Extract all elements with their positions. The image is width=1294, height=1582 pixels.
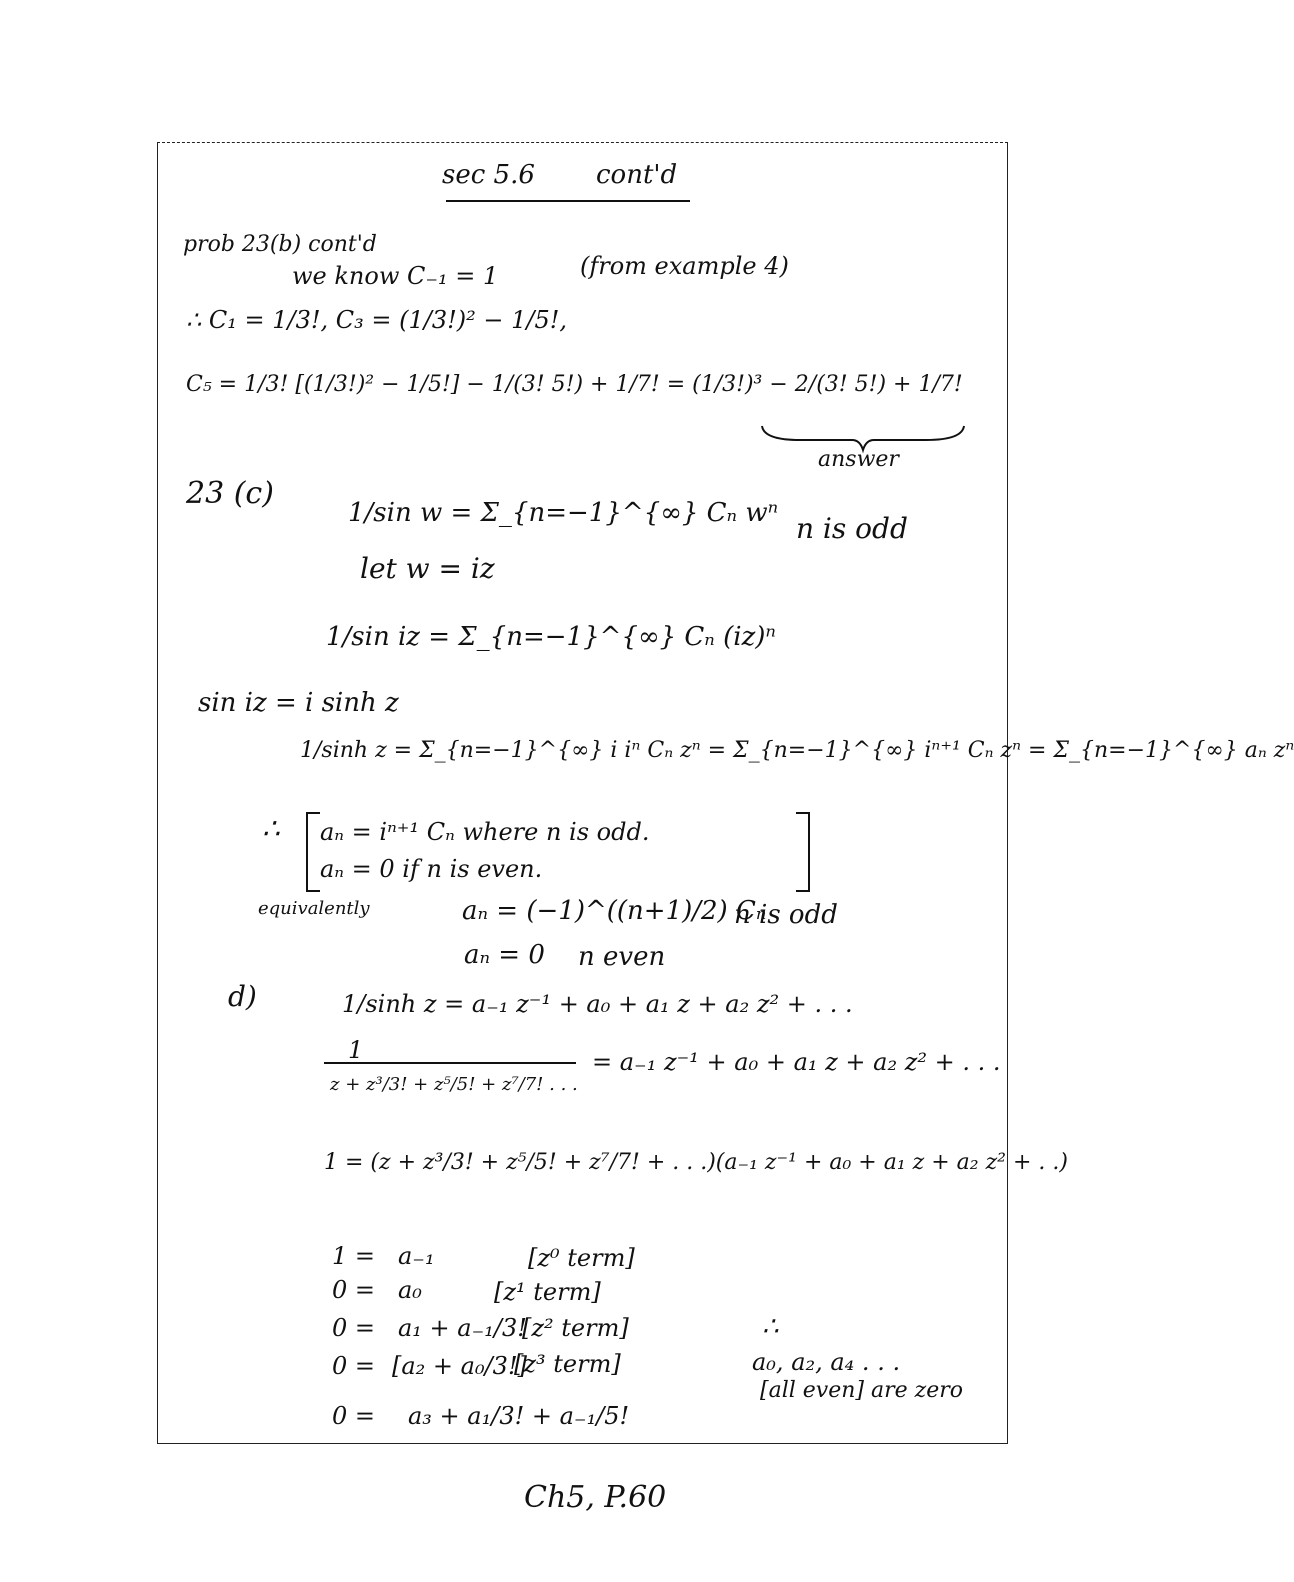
title-underline xyxy=(446,200,690,202)
row-rhs: [a₂ + a₀/3!] xyxy=(392,1352,527,1380)
section-title: sec 5.6 xyxy=(442,160,535,190)
row-lhs: 0 = xyxy=(332,1402,376,1430)
answer-label: answer xyxy=(818,447,899,472)
known-value-source: (from example 4) xyxy=(580,252,789,280)
problem-heading: prob 23(b) cont'd xyxy=(183,232,377,257)
laurent-series: 1/sinh z = a₋₁ z⁻¹ + a₀ + a₁ z + a₂ z² + . . . xyxy=(342,990,853,1018)
substitution: let w = iz xyxy=(360,552,495,585)
even-coeff-list: a₀, a₂, a₄ . . . xyxy=(752,1348,901,1376)
part-c-heading: 23 (c) xyxy=(186,476,274,511)
product-expansion: 1 = (z + z³/3! + z⁵/5! + z⁷/7! + . . .)(a₋₁ z⁻¹ + a₀ + a₁ z + a₂ z² + . .) xyxy=(324,1150,1068,1175)
sinh-denominator: z + z³/3! + z⁵/5! + z⁷/7! . . . xyxy=(330,1074,578,1095)
row-lhs: 0 = xyxy=(332,1352,376,1380)
known-value: we know C₋₁ = 1 xyxy=(292,262,499,290)
sin-sinh-identity: sin iz = i sinh z xyxy=(198,688,399,718)
row-rhs: a₁ + a₋₁/3! xyxy=(398,1314,527,1342)
therefore-symbol: ∴ xyxy=(762,1312,779,1342)
even-coefficients: aₙ = 0 if n is even. xyxy=(320,855,543,883)
equivalently-label: equivalently xyxy=(258,898,370,919)
series-sinh: 1/sinh z = Σ_{n=−1}^{∞} i iⁿ Cₙ zⁿ = Σ_{n=−1}^{∞} iⁿ⁺¹ Cₙ zⁿ = Σ_{n=−1}^{∞} aₙ zⁿ xyxy=(300,738,1294,763)
row-term: [z⁰ term] xyxy=(528,1244,635,1272)
equivalent-odd: aₙ = (−1)^((n+1)/2) Cₙ xyxy=(462,896,767,926)
equivalent-odd-note: n is odd xyxy=(734,900,838,930)
row-rhs: a₋₁ xyxy=(398,1242,435,1270)
numerator-one: 1 xyxy=(348,1036,364,1064)
part-d-heading: d) xyxy=(228,980,257,1013)
c5-expression: C₅ = 1/3! [(1/3!)² − 1/5!] − 1/(3! 5!) + 1/7! = (1/3!)³ − 2/(3! 5!) + 1/7! xyxy=(186,372,963,397)
page-label: Ch5, P.60 xyxy=(524,1480,667,1515)
therefore-symbol: ∴ xyxy=(262,812,280,845)
even-coeff-zero: [all even] are zero xyxy=(760,1378,963,1403)
section-contd: cont'd xyxy=(596,160,678,190)
series-sin-w: 1/sin w = Σ_{n=−1}^{∞} Cₙ wⁿ xyxy=(348,498,779,528)
laurent-series-rhs: = a₋₁ z⁻¹ + a₀ + a₁ z + a₂ z² + . . . xyxy=(592,1048,1001,1076)
fraction-bar xyxy=(324,1062,576,1064)
row-rhs: a₀ xyxy=(398,1276,422,1304)
odd-note: n is odd xyxy=(796,512,908,545)
c1-c3-values: ∴ C₁ = 1/3!, C₃ = (1/3!)² − 1/5!, xyxy=(186,306,568,334)
equivalent-even-note: n even xyxy=(578,942,666,972)
row-lhs: 0 = xyxy=(332,1314,376,1342)
row-lhs: 1 = xyxy=(332,1242,376,1270)
row-term: [z³ term] xyxy=(514,1350,621,1378)
series-sin-iz: 1/sin iz = Σ_{n=−1}^{∞} Cₙ (iz)ⁿ xyxy=(326,622,776,652)
row-term: [z² term] xyxy=(522,1314,629,1342)
row-term: [z¹ term] xyxy=(494,1278,601,1306)
odd-coefficients: aₙ = iⁿ⁺¹ Cₙ where n is odd. xyxy=(320,818,650,846)
result-bracket-left xyxy=(306,812,320,892)
row-rhs: a₃ + a₁/3! + a₋₁/5! xyxy=(408,1402,630,1430)
result-bracket-right xyxy=(796,812,810,892)
row-lhs: 0 = xyxy=(332,1276,376,1304)
equivalent-even: aₙ = 0 xyxy=(464,940,545,970)
